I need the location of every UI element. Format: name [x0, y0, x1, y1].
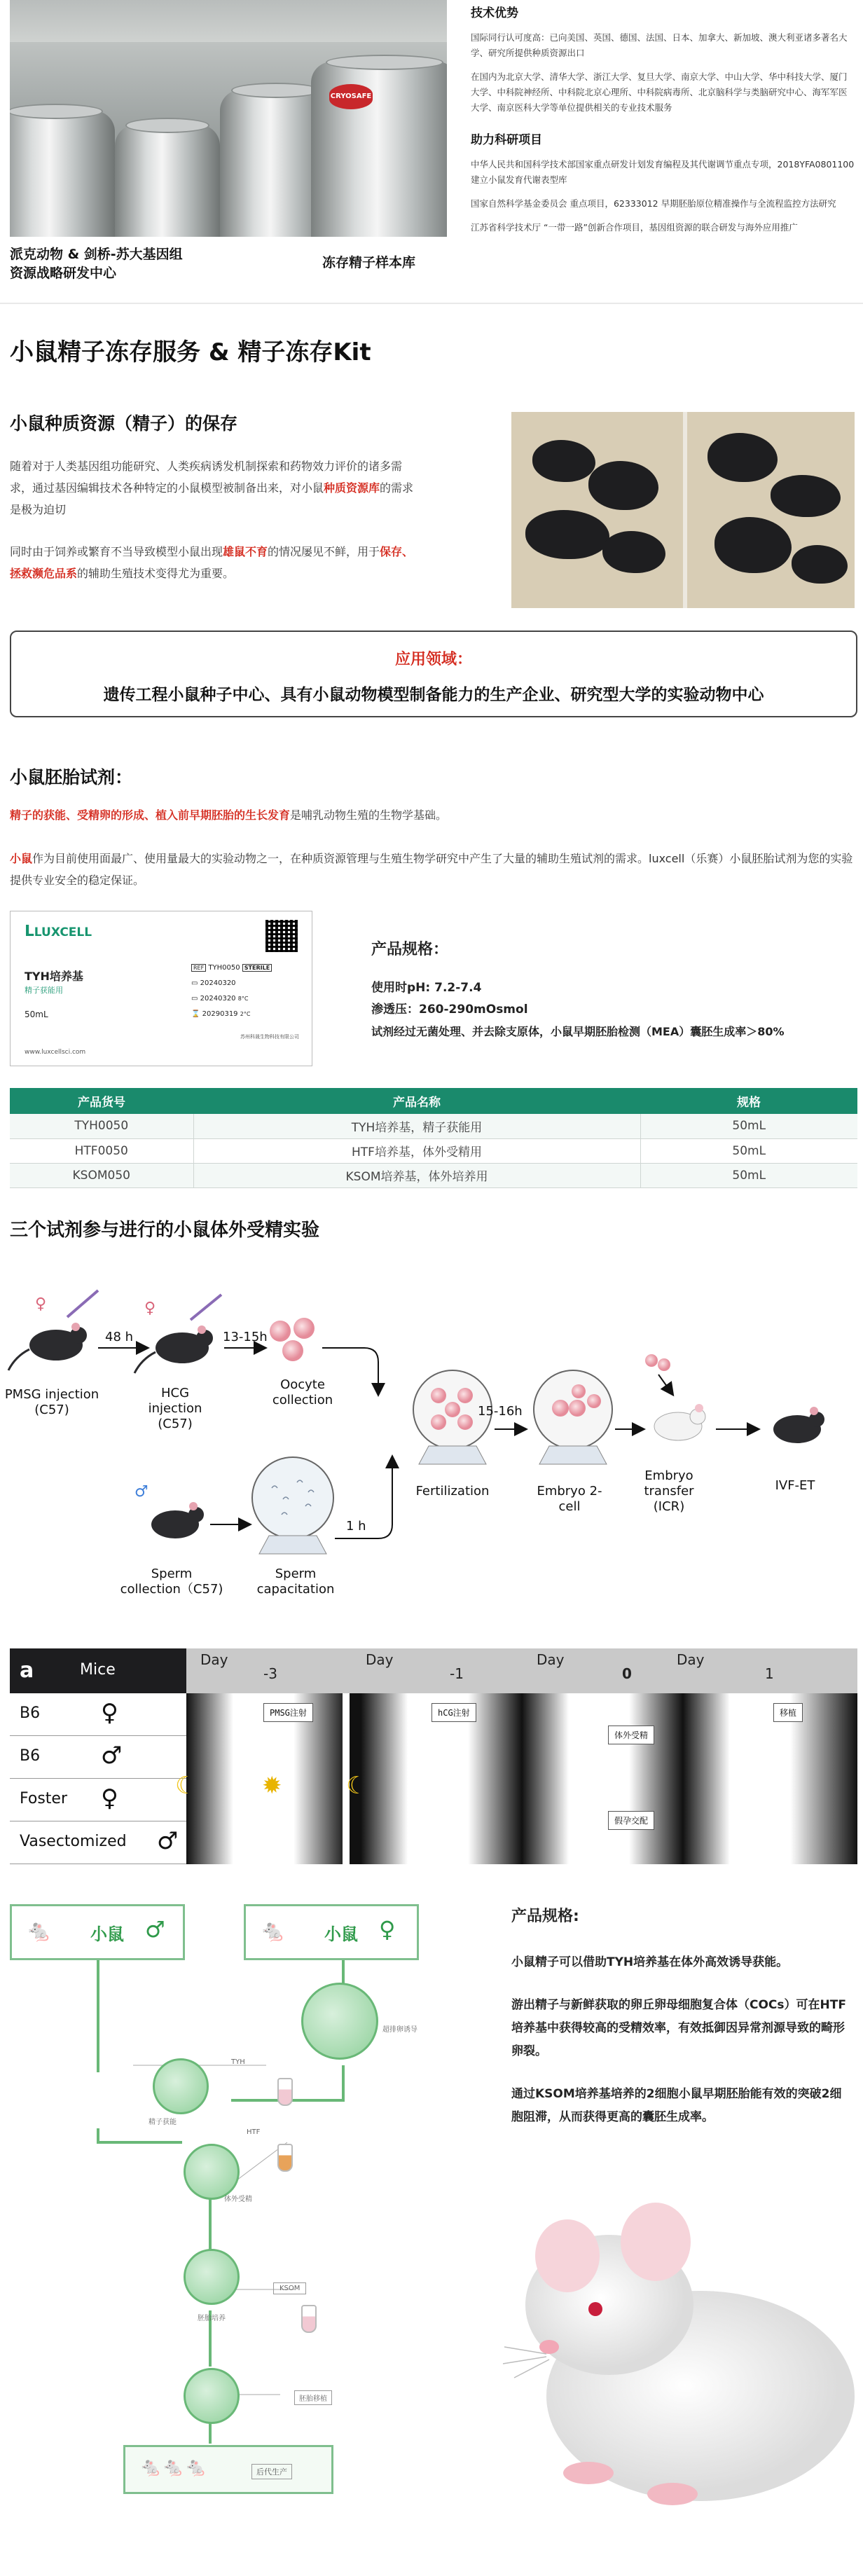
spec2-p2: 游出精子与新鲜获取的卵丘卵母细胞复合体（COCs）可在HTF培养基中获得较高的受精效率，有效抵御因异常剂源导致的畸形卵裂。	[511, 1998, 846, 2058]
application-heading: 应用领域：	[394, 651, 472, 668]
cryosafe-logo: CRYOSAFE	[329, 84, 373, 109]
female-symbol-icon: ♀	[144, 1300, 156, 1317]
product-label-image	[10, 911, 312, 1066]
culture-label: 胚胎培养	[198, 2315, 226, 2322]
cell-code: TYH0050	[10, 1114, 193, 1138]
oocyte-label: Oocyte collection	[272, 1377, 333, 1407]
tyh-tube-icon	[277, 2078, 293, 2106]
fund-paragraph-1: 中华人民共和国科学技术部国家重点研发计划发育编程及其代谢调节重点专项，2018YFA0801100 建立小鼠发育代谢表型库	[471, 159, 855, 185]
embryo-cell-icon	[658, 1358, 670, 1371]
time-15-16h: 15-16h	[478, 1404, 523, 1419]
male-mouse-box: 🐁 小鼠 ♂	[10, 1904, 185, 1960]
sperm-capacitation-label: Sperm capacitation	[256, 1566, 335, 1597]
spec-block-1	[371, 937, 862, 1042]
fertilization-circle-icon	[184, 2144, 240, 2200]
timeline-chart	[10, 1648, 857, 1864]
moon-icon: ☾	[175, 1772, 197, 1800]
cell-spec: 50mL	[640, 1163, 857, 1187]
table-row	[10, 1163, 857, 1187]
mouse-hcg-icon	[134, 1325, 213, 1373]
spec-block-2	[511, 1904, 848, 2149]
tag-pmsg: PMSG注射	[263, 1703, 313, 1722]
row-b6-male: B6 ♂	[10, 1736, 186, 1779]
product-table	[10, 1088, 857, 1188]
spec-title: 产品规格：	[371, 941, 449, 958]
time-48h: 48 h	[105, 1330, 134, 1344]
cap-label: 精子获能	[149, 2119, 177, 2126]
hcg-label: HCG injection (C57)	[148, 1386, 202, 1431]
application-text: 遗传工程小鼠种子中心、具有小鼠动物模型制备能力的生产企业、研究型大学的实验动物中心	[103, 686, 764, 704]
spec-line-mea: 试剂经过无菌处理、并去除支原体，小鼠早期胚胎检测（MEA）囊胚生成率＞80%	[371, 1025, 785, 1038]
table-row	[10, 1138, 857, 1163]
tag-ivf: 体外受精	[608, 1726, 654, 1744]
application-box	[10, 631, 857, 717]
table-header-row	[10, 1088, 857, 1114]
col-header-spec: 规格	[640, 1088, 857, 1114]
germplasm-paragraph-2: 同时由于饲养或繁育不当导致模型小鼠出现雄鼠不育的情况屡见不鲜，用于保存、拯救濒危品系的辅助生殖技术变得尤为重要。	[10, 545, 414, 580]
sperm-circle-icon	[153, 2058, 209, 2114]
day-axis: Day -3 Day -1 Day 0 Day 1	[186, 1648, 857, 1693]
germplasm-title: 小鼠种质资源（精子）的保存	[10, 413, 238, 434]
embryo-2cell-label: Embryo 2- cell	[537, 1484, 602, 1514]
label-brand: ᒪLUXCELL	[25, 923, 92, 940]
sperm-collection-label: Sperm collection（C57)	[120, 1566, 223, 1597]
oocyte-cells-icon	[270, 1318, 315, 1361]
mouse-sperm-icon	[151, 1502, 204, 1538]
label-sub: 精子获能用	[25, 986, 63, 995]
mouse-ivf-et-icon	[773, 1407, 824, 1443]
fund-paragraph-3: 江苏省科学技术厅 “一带一路”创新合作项目，基因组资源的联合研发与海外应用推广	[471, 222, 798, 233]
offspring-mice-icon: 🐁🐁🐁	[139, 2457, 208, 2478]
syringe-icon	[67, 1290, 98, 1317]
transfer-label: 胚胎移植	[294, 2390, 332, 2405]
female-symbol-icon: ♀	[35, 1295, 47, 1313]
white-mouse-icon	[654, 1404, 705, 1440]
white-mouse-photo	[490, 2144, 863, 2536]
row-vasectomized-male: Vasectomized ♂	[10, 1821, 186, 1864]
spec2-title: 产品规格:	[511, 1908, 579, 1925]
spec-line-ph: 使用时pH: 7.2-7.4	[371, 981, 482, 995]
label-product: TYH培养基	[25, 970, 83, 983]
row-b6-female: B6 ♀	[10, 1693, 186, 1736]
mouse-pmsg-icon	[8, 1323, 87, 1370]
embryo-dish-icon	[534, 1370, 612, 1464]
cell-name: KSOM培养基，体外培养用	[193, 1163, 640, 1187]
cell-spec: 50mL	[640, 1138, 857, 1163]
cell-spec: 50mL	[640, 1114, 857, 1138]
spec2-p3: 通过KSOM培养基培养的2细胞小鼠早期胚胎能有效的突破2细胞阻滞，从而获得更高的囊胚生成率。	[511, 2087, 842, 2124]
pmsg-label: PMSG injection (C57)	[4, 1387, 99, 1417]
embryo-transfer-label: Embryo transfer (ICR)	[644, 1468, 694, 1514]
photo-caption-left: 派克动物 & 剑桥-苏大基因组 资源战略研发中心	[10, 247, 183, 281]
ivf-et-label: IVF-ET	[775, 1478, 815, 1493]
fund-title: 助力科研项目	[471, 133, 542, 147]
label-site: www.luxcellsci.com	[25, 1049, 86, 1056]
fert-label: 体外受精	[224, 2196, 252, 2203]
syringe-icon	[191, 1295, 221, 1320]
tag-transfer: 移植	[773, 1703, 803, 1722]
tech-title: 技术优势	[471, 6, 518, 20]
embryo-cell-icon	[645, 1354, 658, 1367]
germplasm-paragraph-1: 随着对于人类基因组功能研究、人类疾病诱发机制探索和药物效力评价的诸多需求，通过基因编辑技术各种特定的小鼠模型被制备出来，对小鼠种质资源库的需求是极为迫切	[10, 460, 414, 516]
spec-line-osm: 渗透压：260-290mOsmol	[371, 1003, 528, 1017]
sun-icon: ✹	[262, 1772, 282, 1800]
cell-name: HTF培养基，体外受精用	[193, 1138, 640, 1163]
timeline-header: a Mice	[10, 1648, 186, 1693]
tech-paragraph-1: 国际同行认可度高：已向美国、英国、德国、法国、日本、加拿大、新加坡、澳大利亚诸多著名大学、研究所提供种质资源出口	[471, 32, 848, 58]
female-mouse-box: 🐁 小鼠 ♀	[244, 1904, 419, 1960]
htf-tube-icon	[277, 2144, 293, 2172]
cell-code: KSOM050	[10, 1163, 193, 1187]
col-header-name: 产品名称	[193, 1088, 640, 1114]
mouse-icon: 🐁	[260, 1919, 286, 1943]
cell-name: TYH培养基，精子获能用	[193, 1114, 640, 1138]
qr-code-icon	[265, 920, 298, 952]
tyh-label: TYH	[231, 2058, 245, 2066]
label-maker: 苏州科晟生物科技有限公司	[240, 1034, 299, 1040]
ksom-label: KSOM	[273, 2282, 306, 2294]
section-divider	[0, 303, 863, 304]
offspring-box: 🐁🐁🐁 后代生产	[123, 2445, 333, 2494]
embryo-paragraph-2: 小鼠作为目前使用面最广、使用量最大的实验动物之一，在种质资源管理与生殖生物学研究中产生了大量的辅助生殖试剂的需求。luxcell（乐赛）小鼠胚胎试剂为您的实验提供专业安全的稳定保证。	[10, 852, 853, 887]
tech-paragraph-2: 在国内为北京大学、清华大学、浙江大学、复旦大学、南京大学、中山大学、华中科技大学、厦门大学、中科院神经所、中科院北京心理所、中科院病毒所、北京脑科学与类脑研究中心、海军军医大学、南京医科大学等单位提供相关的专业技术服务	[471, 71, 848, 113]
label-details: REF TYH0050 STERILE ▭ 20240320 ▭ 20240320 8°C ⌛ 20290319 2°C	[191, 960, 272, 1022]
tag-hcg: hCG注射	[432, 1703, 476, 1722]
ivf-title: 三个试剂参与进行的小鼠体外受精实验	[10, 1220, 320, 1241]
male-symbol-icon: ♂	[134, 1483, 149, 1501]
table-row	[10, 1114, 857, 1138]
embryo-paragraph-1: 精子的获能、受精卵的形成、植入前早期胚胎的生长发育是哺乳动物生殖的生物学基础。	[10, 808, 448, 822]
lab-tank-photo	[10, 0, 447, 237]
fertilization-label: Fertilization	[415, 1484, 490, 1499]
time-13-15h: 13-15h	[223, 1330, 268, 1344]
black-mice-photo	[511, 412, 855, 608]
sperm-dish-icon	[252, 1457, 333, 1554]
moon-icon: ☾	[346, 1772, 368, 1800]
cell-code: HTF0050	[10, 1138, 193, 1163]
photo-caption-right: 冻存精子样本库	[322, 255, 416, 270]
fund-paragraph-2: 国家自然科学基金委员会 重点项目，62333012 早期胚胎原位精准操作与全流程监控方法研究	[471, 198, 836, 209]
oocyte-circle-icon	[301, 1983, 378, 2060]
page-title: 小鼠精子冻存服务 & 精子冻存Kit	[10, 338, 371, 366]
tech-advantage-panel	[471, 3, 855, 244]
col-header-code: 产品货号	[10, 1088, 193, 1114]
oocyte-label: 超排卵诱导	[382, 2026, 417, 2034]
time-1h: 1 h	[346, 1519, 366, 1534]
embryo-title: 小鼠胚胎试剂：	[10, 767, 133, 787]
spec2-p1: 小鼠精子可以借助TYH培养基在体外高效诱导获能。	[511, 1955, 789, 1969]
row-foster-female: Foster ♀	[10, 1779, 186, 1821]
label-volume: 50mL	[25, 1010, 48, 1019]
tag-pseudo-mating: 假孕交配	[608, 1811, 654, 1830]
transfer-circle-icon	[184, 2368, 240, 2424]
ksom-tube-icon	[301, 2305, 317, 2333]
mouse-icon: 🐁	[26, 1919, 53, 1943]
culture-circle-icon	[184, 2249, 240, 2305]
htf-label: HTF	[247, 2128, 261, 2136]
